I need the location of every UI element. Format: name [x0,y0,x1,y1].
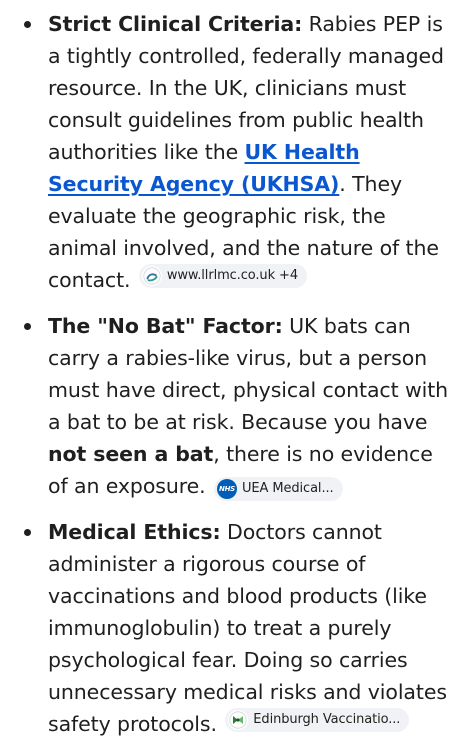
source-chip-label: UEA Medical... [241,481,334,496]
list-item-clinical-criteria [48,8,456,296]
item-text: UK bats can carry a rabies-like virus, but a person must have direct, physical contact with a bat to be at risk. Because you have [48,314,449,434]
llrlmc-logo-icon [142,266,162,286]
emphasis-text: not seen a bat [48,442,214,466]
item-heading: Strict Clinical Criteria: [48,12,303,36]
item-text: Rabies PEP is a tightly controlled, federally managed resource. In the UK, clinicians must consult guidelines from public health authorities like the [48,12,444,164]
source-chip-llrlmc[interactable] [139,264,307,288]
ukhsa-link[interactable]: UK Health Security Agency (UKHSA) [48,140,360,196]
item-heading: The "No Bat" Factor: [48,314,283,338]
item-heading: Medical Ethics: [48,520,221,544]
item-text: . They evaluate the geographic risk, the animal involved, and the nature of the contact. [48,172,439,292]
source-chip-label: Edinburgh Vaccinatio... [253,712,401,727]
bullet-dot [24,21,31,28]
item-text: Doctors cannot administer a rigorous course of vaccinations and blood products (like immunoglobulin) to treat a purely psychological fear. Doing so carries unnecessary medical risks and violates safety protocols. [48,520,447,736]
bullet-dot [24,529,31,536]
list-item-no-bat-factor [48,310,456,502]
source-chip-label: www.llrlmc.co.uk +4 [166,268,298,283]
nhs-logo-icon: NHS [217,479,237,499]
source-chip-uea-medical[interactable] [214,477,343,501]
edinburgh-vaccination-logo-icon [228,710,248,730]
source-chip-edinburgh-vaccination[interactable] [225,708,409,732]
item-text: , there is no evidence of an exposure. [48,442,433,498]
bullet-dot [24,323,31,330]
list-item-medical-ethics [48,516,456,740]
